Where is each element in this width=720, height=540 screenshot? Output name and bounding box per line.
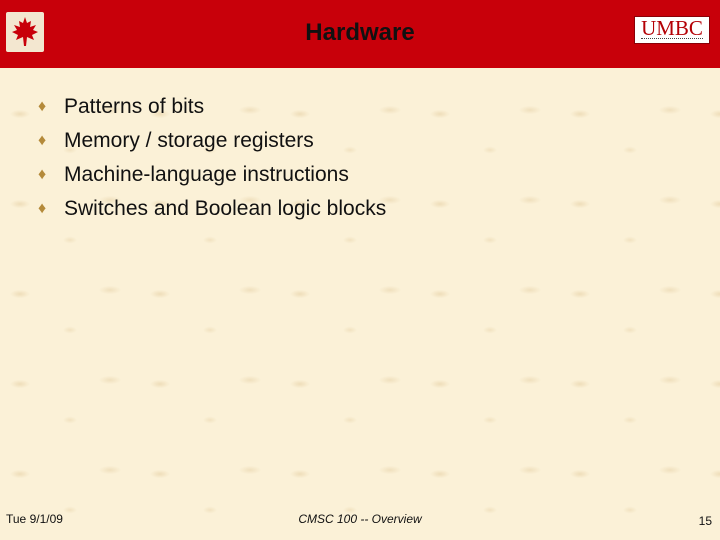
footer-date: Tue 9/1/09 <box>6 512 63 526</box>
bullet-text: Switches and Boolean logic blocks <box>64 197 387 220</box>
title-bar <box>0 0 720 68</box>
diamond-bullet-icon: ♦ <box>38 132 47 149</box>
bullet-text: Memory / storage registers <box>64 129 314 152</box>
umbc-logo-text: UMBC <box>641 16 703 40</box>
umbc-logo <box>634 16 710 44</box>
umbc-logo-tagline <box>641 38 703 41</box>
diamond-bullet-icon: ♦ <box>38 98 47 115</box>
bullet-text: Machine-language instructions <box>64 163 349 186</box>
diamond-bullet-icon: ♦ <box>38 200 47 217</box>
page-number: 15 <box>698 514 712 528</box>
bullet-text: Patterns of bits <box>64 95 205 118</box>
footer-course: CMSC 100 -- Overview <box>298 512 422 526</box>
slide-title: Hardware <box>305 19 415 46</box>
diamond-bullet-icon: ♦ <box>38 166 47 183</box>
